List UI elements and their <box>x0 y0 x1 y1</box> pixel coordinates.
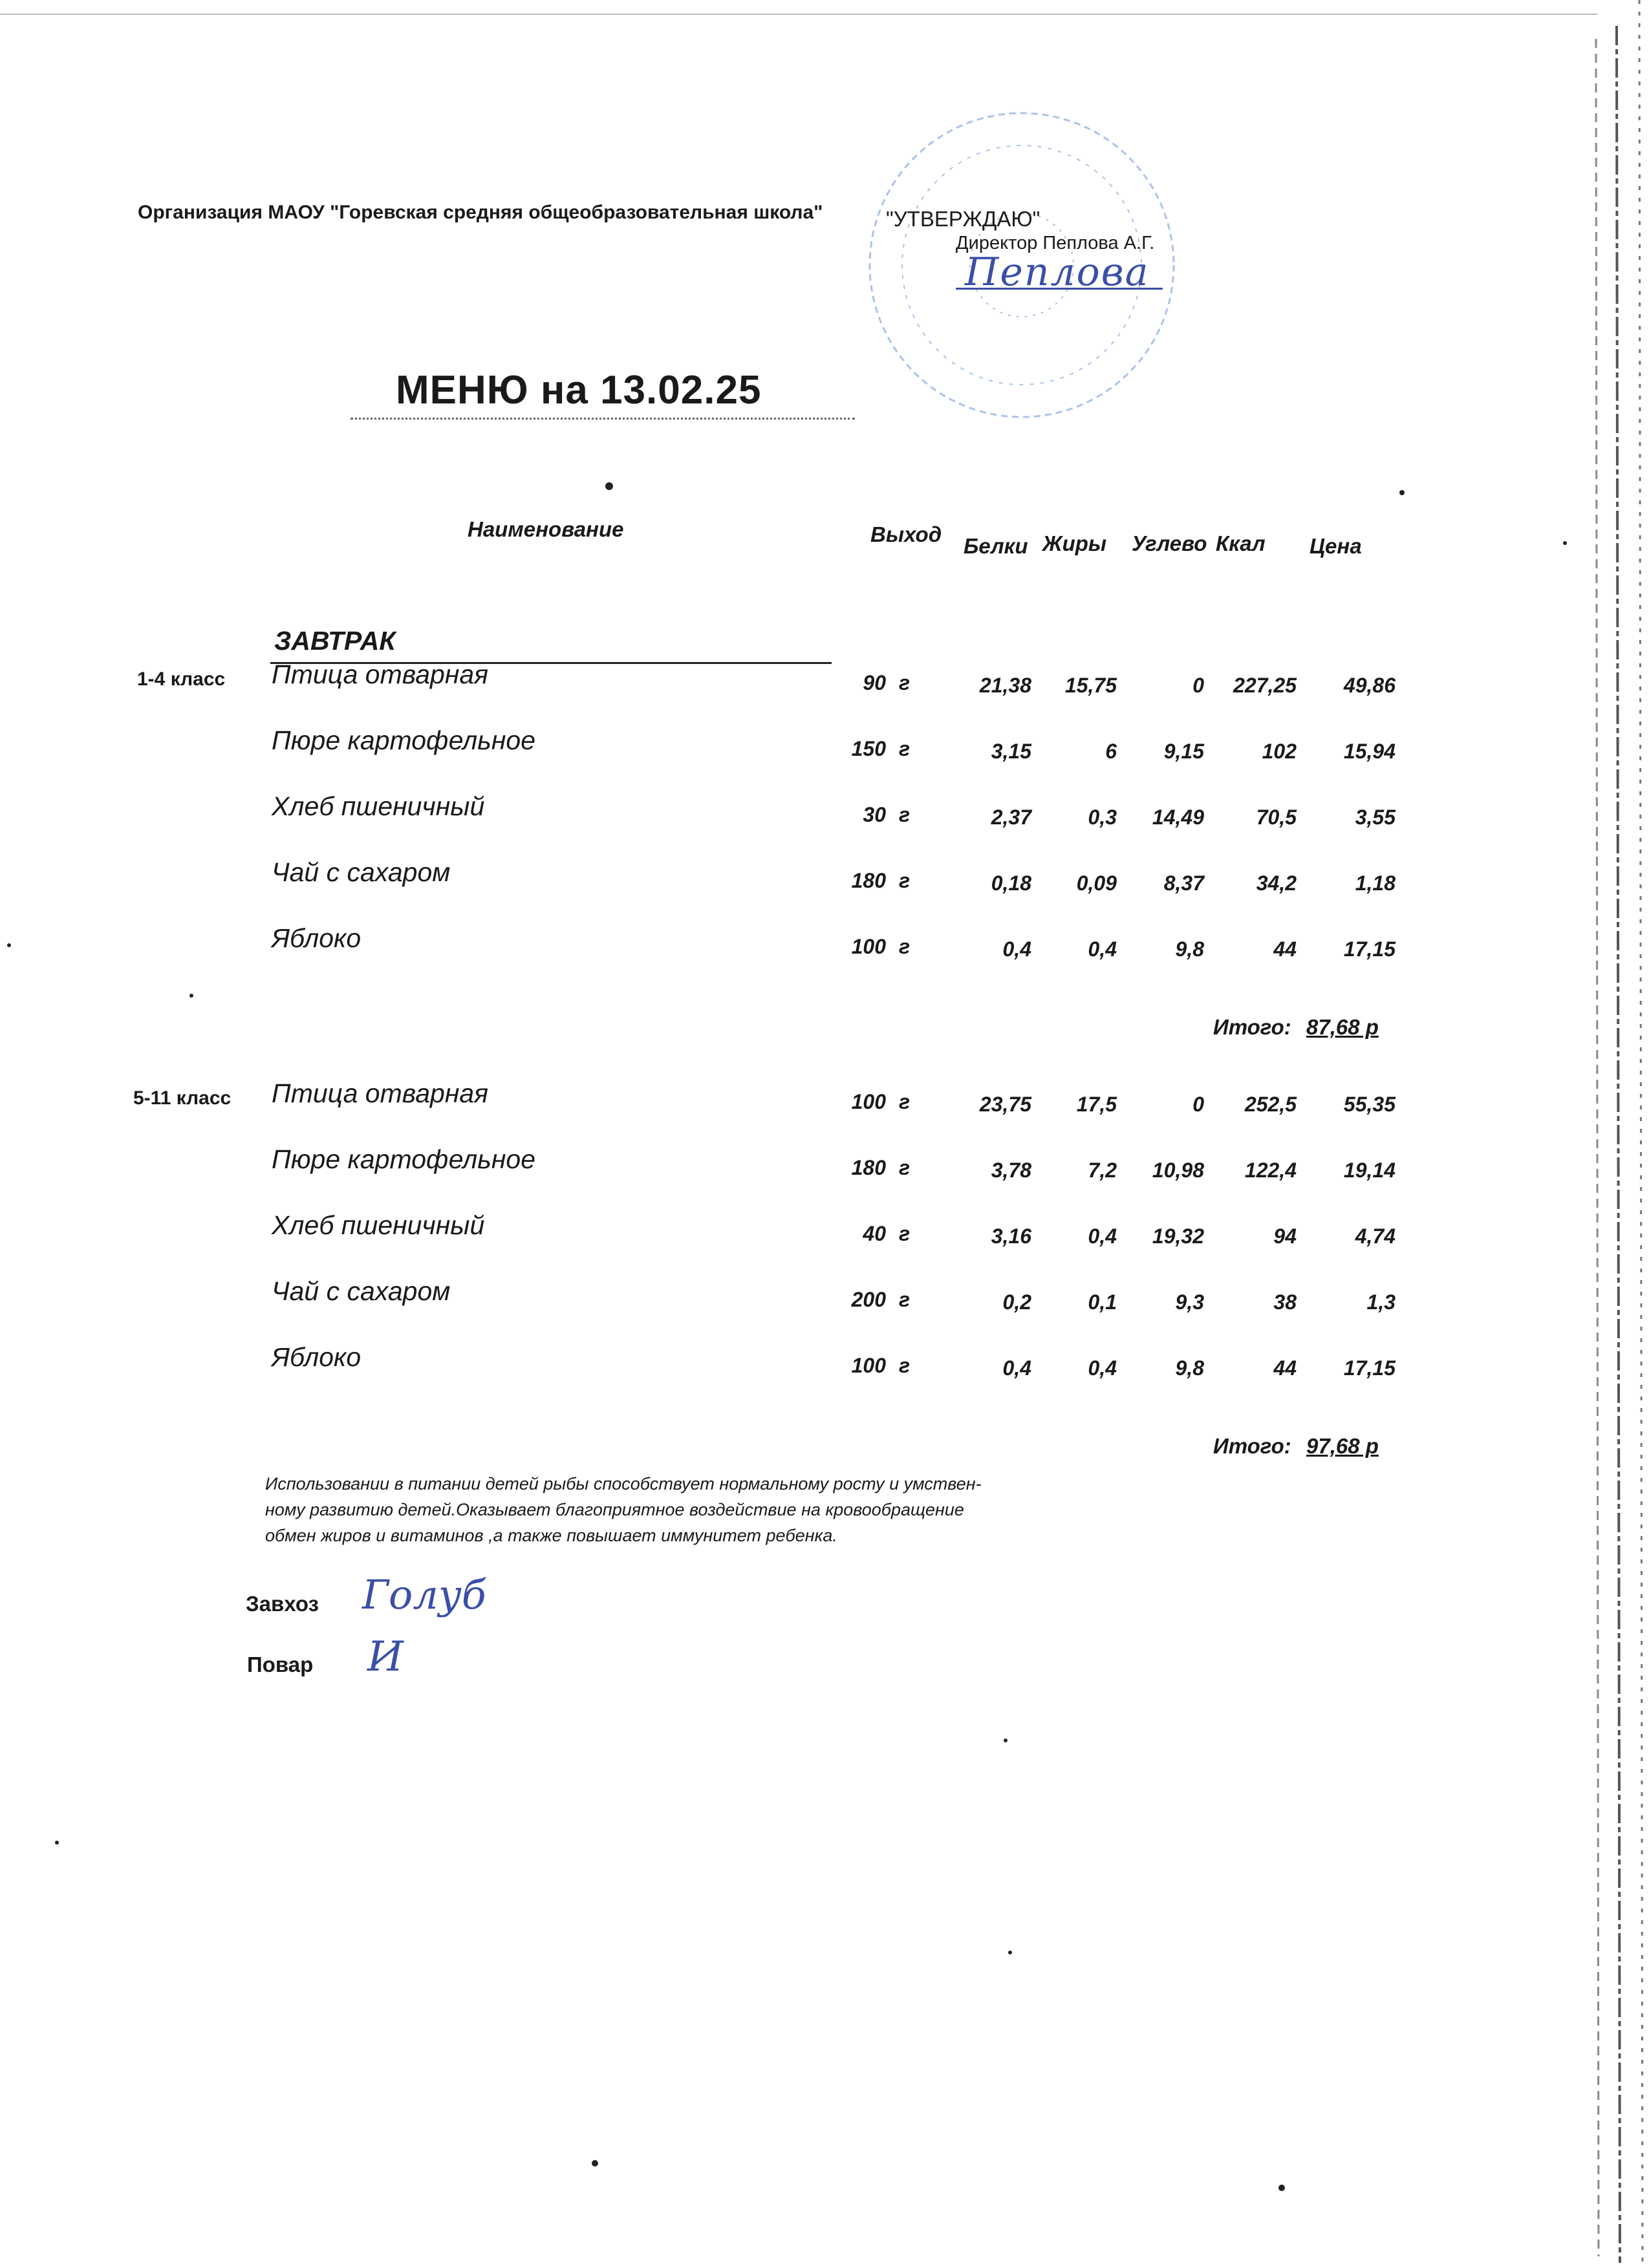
page-title: МЕНЮ на 13.02.25 <box>396 368 762 412</box>
dish-carbs: 9,15 <box>1163 740 1204 763</box>
col-protein-header: Белки <box>964 534 1028 558</box>
dish-kcal: 44 <box>1273 937 1297 961</box>
dish-output: 100 <box>851 935 886 958</box>
dish-name: Пюре картофельное <box>272 1144 535 1174</box>
dish-protein: 3,78 <box>991 1159 1031 1182</box>
dish-fat: 0,4 <box>1088 1225 1117 1248</box>
dish-output: 90 <box>863 671 886 694</box>
dish-protein: 3,16 <box>991 1225 1031 1248</box>
dish-name: Птица отварная <box>272 1078 489 1108</box>
dish-price: 15,94 <box>1343 740 1396 763</box>
dish-output: 180 <box>851 1156 886 1179</box>
dish-fat: 7,2 <box>1088 1159 1117 1182</box>
total-value: 87,68 р <box>1306 1015 1379 1039</box>
dish-unit: г <box>899 671 911 694</box>
dish-unit: г <box>899 737 911 760</box>
dish-kcal: 252,5 <box>1244 1093 1297 1116</box>
dish-fat: 0,4 <box>1088 1356 1117 1380</box>
dish-output: 30 <box>863 803 886 826</box>
col-fat-header: Жиры <box>1042 531 1107 555</box>
organization-line: Организация МАОУ "Горевская средняя общеобразовательная школа" <box>138 202 823 223</box>
note-line: ному развитию детей.Оказывает благоприятное воздействие на кровообращение <box>265 1500 964 1519</box>
dish-unit: г <box>899 1354 911 1377</box>
dish-kcal: 94 <box>1273 1225 1297 1248</box>
dish-carbs: 8,37 <box>1163 872 1204 895</box>
dish-output: 200 <box>851 1288 886 1311</box>
dish-price: 1,3 <box>1366 1290 1396 1314</box>
dish-name: Птица отварная <box>272 659 489 689</box>
col-output-header: Выход <box>870 522 942 546</box>
dish-protein: 2,37 <box>991 806 1031 829</box>
dish-carbs: 9,3 <box>1175 1290 1204 1314</box>
dish-name: Яблоко <box>272 923 361 953</box>
dish-protein: 0,4 <box>1002 937 1031 961</box>
dish-protein: 0,18 <box>991 872 1031 895</box>
grade-label: 1-4 класс <box>137 669 226 690</box>
total-value: 97,68 р <box>1306 1434 1379 1458</box>
grade-label: 5-11 класс <box>133 1087 232 1109</box>
director-name: Директор Пеплова А.Г. <box>956 233 1155 253</box>
dish-unit: г <box>899 935 911 958</box>
title-underline <box>350 418 855 420</box>
dish-protein: 21,38 <box>979 674 1031 697</box>
dish-fat: 15,75 <box>1064 674 1117 697</box>
note-line: Использовании в питании детей рыбы способствует нормальному росту и умствен- <box>265 1474 982 1493</box>
storekeeper-signature: Голуб <box>362 1571 486 1618</box>
dish-unit: г <box>899 869 911 892</box>
dish-fat: 0,1 <box>1088 1290 1117 1314</box>
dish-name: Пюре картофельное <box>272 725 535 755</box>
dish-output: 100 <box>851 1090 886 1113</box>
cook-label: Повар <box>247 1653 314 1676</box>
dish-name: Чай с сахаром <box>272 857 451 887</box>
cook-signature: И <box>367 1633 404 1681</box>
col-price-header: Цена <box>1310 534 1362 558</box>
dish-price: 4,74 <box>1355 1225 1396 1248</box>
dish-carbs: 19,32 <box>1152 1225 1204 1248</box>
dish-carbs: 9,8 <box>1175 937 1204 961</box>
dish-price: 17,15 <box>1343 937 1396 961</box>
dish-price: 17,15 <box>1343 1356 1396 1380</box>
col-carbs-header: Углево <box>1132 531 1207 555</box>
dish-kcal: 102 <box>1262 740 1297 763</box>
dish-fat: 17,5 <box>1076 1093 1117 1116</box>
dish-carbs: 0 <box>1192 1093 1204 1116</box>
dish-fat: 6 <box>1105 740 1117 763</box>
director-signature: Пеплова <box>965 250 1150 295</box>
dish-name: Яблоко <box>272 1342 361 1372</box>
dish-unit: г <box>899 1222 911 1245</box>
dish-protein: 3,15 <box>991 740 1031 763</box>
approval-label: "УТВЕРЖДАЮ" <box>886 207 1040 231</box>
dish-carbs: 0 <box>1192 674 1204 697</box>
dish-price: 55,35 <box>1343 1093 1396 1116</box>
note-line: обмен жиров и витаминов ,а также повышает иммунитет ребенка. <box>265 1526 837 1545</box>
dish-unit: г <box>899 1156 911 1179</box>
dish-carbs: 10,98 <box>1152 1159 1204 1182</box>
dish-kcal: 70,5 <box>1256 806 1297 829</box>
dish-price: 49,86 <box>1343 674 1396 697</box>
dish-name: Чай с сахаром <box>272 1276 451 1306</box>
dish-name: Хлеб пшеничный <box>272 1210 485 1240</box>
specks <box>7 482 1567 2191</box>
meal-title: ЗАВТРАК <box>274 626 396 656</box>
dish-output: 100 <box>851 1354 886 1377</box>
dish-output: 150 <box>851 737 886 760</box>
dish-fat: 0,4 <box>1088 937 1117 961</box>
total-label: Итого: <box>1213 1015 1291 1039</box>
dish-unit: г <box>899 1288 911 1311</box>
dish-fat: 0,09 <box>1076 872 1117 895</box>
storekeeper-label: Завхоз <box>246 1592 319 1616</box>
dish-kcal: 44 <box>1273 1356 1297 1380</box>
dish-fat: 0,3 <box>1088 806 1117 829</box>
dish-kcal: 227,25 <box>1233 674 1297 697</box>
dish-output: 40 <box>863 1222 886 1245</box>
dish-kcal: 34,2 <box>1256 872 1297 895</box>
col-kcal-header: Ккал <box>1216 531 1266 555</box>
dish-price: 19,14 <box>1343 1159 1396 1182</box>
dish-price: 3,55 <box>1355 806 1396 829</box>
dish-carbs: 9,8 <box>1175 1356 1204 1380</box>
dish-unit: г <box>899 803 911 826</box>
dish-kcal: 122,4 <box>1244 1159 1297 1182</box>
dish-price: 1,18 <box>1355 872 1396 895</box>
dish-unit: г <box>899 1090 911 1113</box>
dish-protein: 0,2 <box>1002 1290 1031 1314</box>
total-label: Итого: <box>1213 1434 1291 1458</box>
dish-name: Хлеб пшеничный <box>272 791 485 821</box>
col-name-header: Наименование <box>468 517 624 541</box>
dish-carbs: 14,49 <box>1152 806 1204 829</box>
signature-underline <box>956 288 1163 290</box>
dish-output: 180 <box>851 869 886 892</box>
dish-protein: 0,4 <box>1002 1356 1031 1380</box>
dish-protein: 23,75 <box>979 1093 1031 1116</box>
dish-kcal: 38 <box>1273 1290 1297 1314</box>
